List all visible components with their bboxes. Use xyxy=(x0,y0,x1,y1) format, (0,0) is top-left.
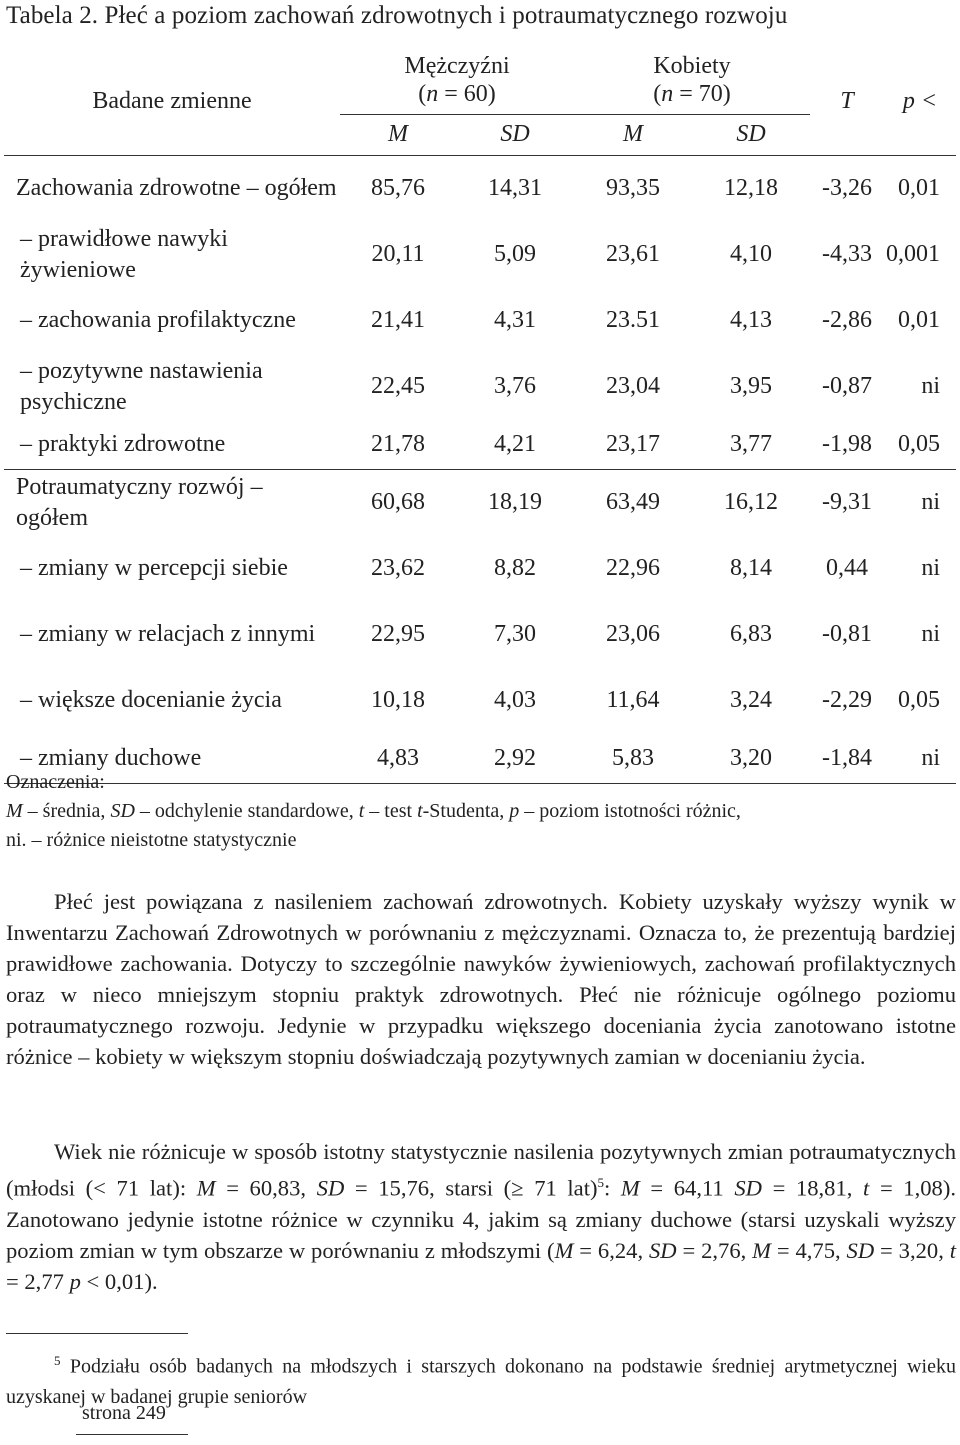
cell-p: ni xyxy=(884,734,956,784)
cell-m2: 23,04 xyxy=(606,373,660,399)
row-label: – zachowania profilaktyczne xyxy=(20,307,296,333)
cell-sd2: 16,12 xyxy=(692,470,810,536)
cell-sd2: 3,77 xyxy=(730,430,772,457)
cell-sd1: 4,31 xyxy=(494,307,536,333)
row-label: – zmiany w relacjach z innymi xyxy=(20,621,316,647)
cell-sd2: 8,14 xyxy=(730,555,772,581)
row-label: – pozytywne nastawienia psychiczne xyxy=(20,357,263,415)
cell-sd1: 18,19 xyxy=(456,470,574,536)
cell-t: -9,31 xyxy=(810,470,884,536)
header-men-n: 60 xyxy=(463,81,488,107)
page-number: strona 249 xyxy=(82,1402,166,1424)
row-label: – zmiany duchowe xyxy=(4,734,340,784)
cell-t: -2,86 xyxy=(822,307,872,333)
cell-sd2: 4,10 xyxy=(730,241,772,267)
cell-p: 0,01 xyxy=(898,307,940,333)
table-body xyxy=(4,156,956,784)
cell-m2: 63,49 xyxy=(574,470,692,536)
footnote-ref: 5 xyxy=(597,1175,605,1190)
header-row-groups xyxy=(4,48,956,115)
header-t: T xyxy=(840,87,854,114)
table-row xyxy=(4,470,956,536)
cell-sd1: 4,21 xyxy=(494,430,536,457)
header-women-label: Kobiety xyxy=(653,53,731,80)
table-row xyxy=(4,420,956,470)
header-men-n-symbol: n xyxy=(426,81,439,107)
cell-p: ni xyxy=(921,373,940,399)
cell-m1: 4,83 xyxy=(340,734,456,784)
cell-p: 0,01 xyxy=(884,156,956,222)
cell-m2: 23,61 xyxy=(606,241,660,267)
results-table xyxy=(4,48,956,784)
cell-m1: 23,62 xyxy=(371,555,425,581)
cell-sd1: 5,09 xyxy=(494,241,536,267)
cell-t: 0,44 xyxy=(826,555,868,581)
cell-m2: 23.51 xyxy=(606,307,660,333)
cell-m1: 22,45 xyxy=(371,373,425,399)
table-row xyxy=(4,668,956,734)
notes-ni: ni. – różnice nieistotne statystycznie xyxy=(6,829,297,851)
cell-m1: 21,78 xyxy=(371,430,425,457)
cell-sd1: 14,31 xyxy=(456,156,574,222)
paragraph-1: Płeć jest powiązana z nasileniem zachowań zdrowotnych. Kobiety uzyskały wyższy wynik w Inwentarzu Zachowań Zdrowotnych w porównaniu z mężczyznami. Oznacza to, że prezentują bardziej prawidłowe zachowania. Dotyczy to szczególnie nawyków żywieniowych, zachowań profilaktycznych oraz w nieco mniejszym stopniu praktyk zdrowotnych. Płeć nie różnicuje ogólnego poziomu potraumatycznego rozwoju. Jedynie w przypadku większego doceniania życia zanotowano istotne różnice – kobiety w większym stopniu doświadczają pozytywnych zamian w docenianiu życia. xyxy=(6,889,956,1069)
cell-t: -2,29 xyxy=(822,687,872,713)
row-label: – praktyki zdrowotne xyxy=(20,430,226,457)
row-label: – większe docenianie życia xyxy=(20,687,282,713)
cell-m2: 5,83 xyxy=(574,734,692,784)
cell-p: 0,001 xyxy=(886,241,940,267)
table-row xyxy=(4,354,956,420)
row-label: – zmiany w percepcji siebie xyxy=(20,555,288,581)
notes-symbols: M – średnia, SD – odchylenie standardowe, t – test t-Studenta, p – poziom istotności różnic, xyxy=(6,800,741,822)
cell-t: -1,84 xyxy=(810,734,884,784)
cell-m2: 93,35 xyxy=(574,156,692,222)
table-notes xyxy=(6,768,956,855)
cell-m2: 22,96 xyxy=(606,555,660,581)
cell-t: -3,26 xyxy=(810,156,884,222)
header-men-label: Mężczyźni xyxy=(404,53,510,80)
cell-sd2: 6,83 xyxy=(730,621,772,647)
header-p: p < xyxy=(902,87,938,114)
cell-m2: 23,06 xyxy=(606,621,660,647)
header-m2: M xyxy=(574,115,692,156)
header-women-n-symbol: n xyxy=(661,81,674,107)
table-row xyxy=(4,536,956,602)
cell-p: ni xyxy=(921,621,940,647)
header-sd2: SD xyxy=(692,115,810,156)
table-row xyxy=(4,222,956,288)
cell-sd1: 8,82 xyxy=(494,555,536,581)
header-men: Mężczyźni (n = 60) xyxy=(404,53,510,107)
cell-m1: 85,76 xyxy=(340,156,456,222)
table-row xyxy=(4,602,956,668)
cell-sd2: 12,18 xyxy=(692,156,810,222)
footnote-text: Podziału osób badanych na młodszych i starszych dokonano na podstawie średniej arytmetycznej wieku uzyskanej w badanej grupie seniorów xyxy=(6,1355,956,1408)
row-label: Zachowania zdrowotne – ogółem xyxy=(4,156,340,222)
cell-sd2: 4,13 xyxy=(730,307,772,333)
cell-sd1: 2,92 xyxy=(456,734,574,784)
notes-title: Oznaczenia: xyxy=(6,771,105,793)
cell-m1: 10,18 xyxy=(371,687,425,713)
footnote-number: 5 xyxy=(54,1353,61,1368)
cell-m1: 21,41 xyxy=(371,307,425,333)
table-caption: Tabela 2. Płeć a poziom zachowań zdrowotnych i potraumatycznego rozwoju xyxy=(6,2,788,29)
cell-t: -4,33 xyxy=(822,241,872,267)
cell-t: -1,98 xyxy=(822,430,872,457)
cell-sd1: 3,76 xyxy=(494,373,536,399)
cell-sd2: 3,20 xyxy=(692,734,810,784)
table-row xyxy=(4,288,956,354)
page-number-rule xyxy=(76,1434,188,1435)
header-sd1: SD xyxy=(456,115,574,156)
cell-t: -0,81 xyxy=(822,621,872,647)
paragraph-2: Wiek nie różnicuje w sposób istotny statystycznie nasilenia pozytywnych zmian potraumatycznych (młodsi (< 71 lat): M = 60,83, SD = 15,76, starsi (≥ 71 lat)$^5$: M = 64,11 SD = 18,81, t = 1,08). Zanotowano jedynie istotne różnice w czynniku 4, jakim są zmiany duchowe (starsi uzyskali wyższy poziom zmian w tym obszarze w porównaniu z młodszymi (M = 6,24, SD = 2,76, M = 4,75, SD = 3,20, t = 2,77 p < 0,01). xyxy=(6,1139,957,1294)
cell-p: ni xyxy=(921,555,940,581)
row-label: Potraumatyczny rozwój – ogółem xyxy=(4,470,340,536)
cell-sd1: 7,30 xyxy=(494,621,536,647)
cell-sd1: 4,03 xyxy=(494,687,536,713)
cell-sd2: 3,24 xyxy=(730,687,772,713)
header-women-n: 70 xyxy=(698,81,723,107)
header-m1: M xyxy=(340,115,456,156)
cell-t: -0,87 xyxy=(822,373,872,399)
row-label: – prawidłowe nawyki żywieniowe xyxy=(20,225,228,283)
header-variables: Badane zmienne xyxy=(92,87,252,114)
header-women: Kobiety (n = 70) xyxy=(653,53,731,107)
cell-p: 0,05 xyxy=(898,687,940,713)
cell-m1: 22,95 xyxy=(371,621,425,647)
cell-m1: 20,11 xyxy=(371,241,425,267)
cell-m1: 60,68 xyxy=(340,470,456,536)
table-row xyxy=(4,156,956,222)
cell-sd2: 3,95 xyxy=(730,373,772,399)
cell-p: ni xyxy=(884,470,956,536)
footnote-divider xyxy=(6,1333,188,1334)
cell-m2: 11,64 xyxy=(606,687,660,713)
cell-p: 0,05 xyxy=(898,430,940,457)
cell-m2: 23,17 xyxy=(606,430,660,457)
